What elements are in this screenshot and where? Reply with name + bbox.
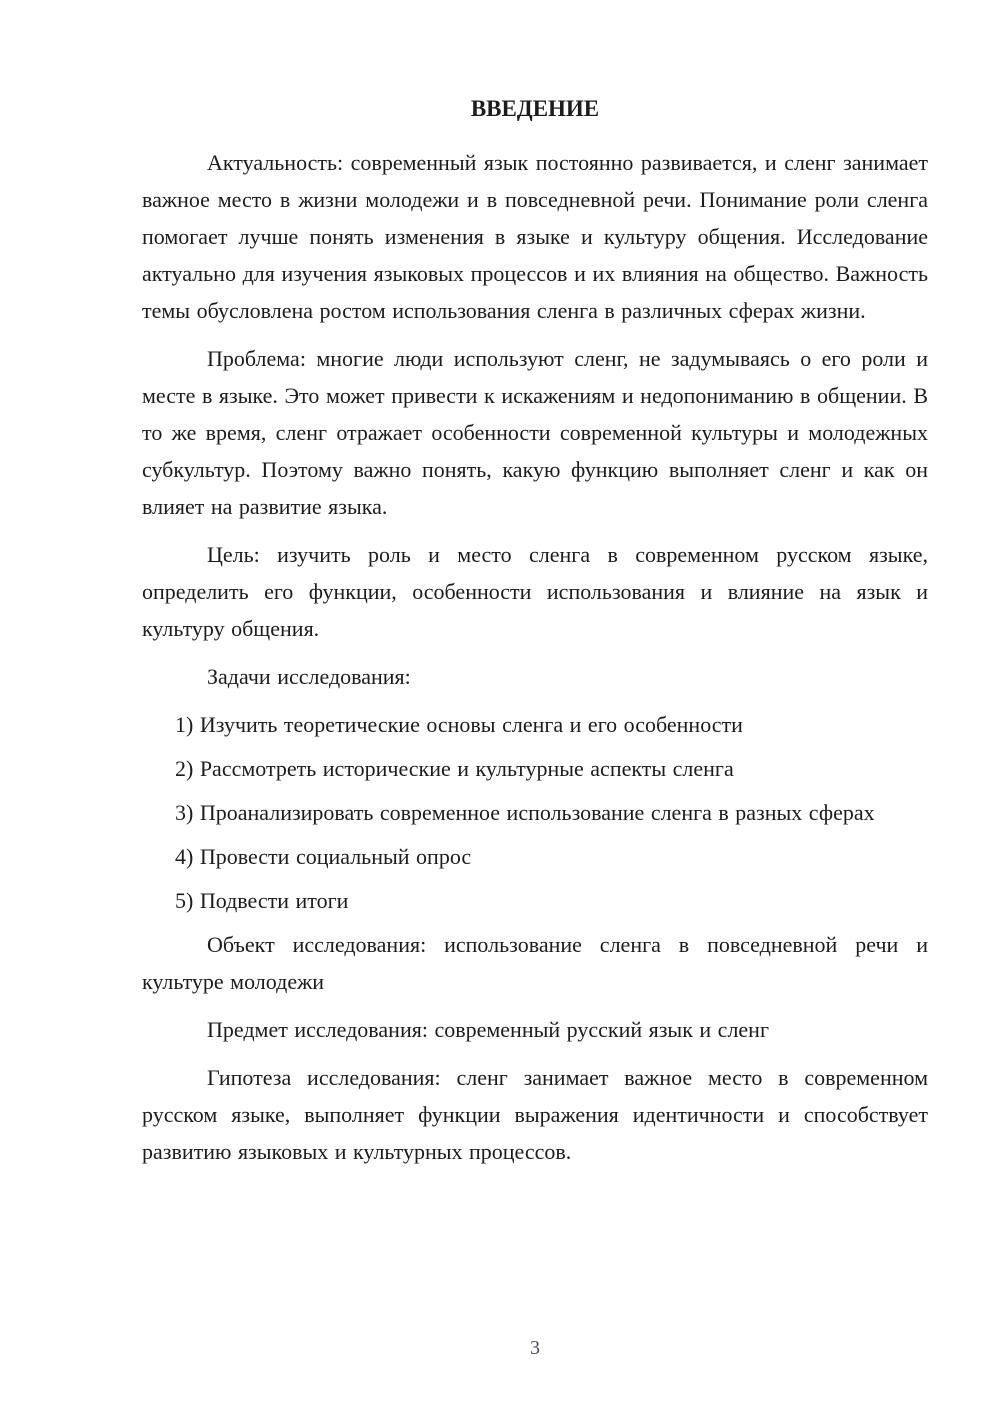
tasks-heading: Задачи исследования:	[207, 664, 411, 689]
task-item-4: 4) Провести социальный опрос	[175, 844, 472, 869]
paragraph-hypothesis: Гипотеза исследования: сленг занимает важное место в современном русском языке, выполняет функции выражения идентичности и способствует развитию языковых и культурных процессов.	[142, 1065, 928, 1164]
task-item-1: 1) Изучить теоретические основы сленга и его особенности	[175, 712, 743, 737]
task-item-3: 3) Проанализировать современное использование сленга в разных сферах	[175, 800, 875, 825]
paragraph-relevance: Актуальность: современный язык постоянно развивается, и сленг занимает важное место в жизни молодежи и в повседневной речи. Понимание роли сленга помогает лучше понять изменения в языке и культуру общения. Исследование актуально для изучения языковых процессов и их влияния на общество. Важность темы обусловлена ростом использования сленга в различных сферах жизни.	[142, 150, 928, 323]
section-title: ВВЕДЕНИЕ	[470, 96, 600, 121]
task-list	[142, 706, 928, 919]
task-item-5: 5) Подвести итоги	[175, 888, 349, 913]
task-item-2: 2) Рассмотреть исторические и культурные аспекты сленга	[175, 756, 734, 781]
paragraph-subject: Предмет исследования: современный русский язык и сленг	[207, 1017, 769, 1042]
paragraph-object: Объект исследования: использование сленга в повседневной речи и культуре молодежи	[142, 932, 928, 994]
page-number: 3	[530, 1337, 540, 1359]
page-content	[142, 94, 928, 1181]
paragraph-goal: Цель: изучить роль и место сленга в современном русском языке, определить его функции, особенности использования и влияние на язык и культуру общения.	[142, 542, 928, 641]
paragraph-problem: Проблема: многие люди используют сленг, не задумываясь о его роли и месте в языке. Это может привести к искажениям и недопониманию в общении. В то же время, сленг отражает особенности современной культуры и молодежных субкультур. Поэтому важно понять, какую функцию выполняет сленг и как он влияет на развитие языка.	[142, 346, 928, 519]
